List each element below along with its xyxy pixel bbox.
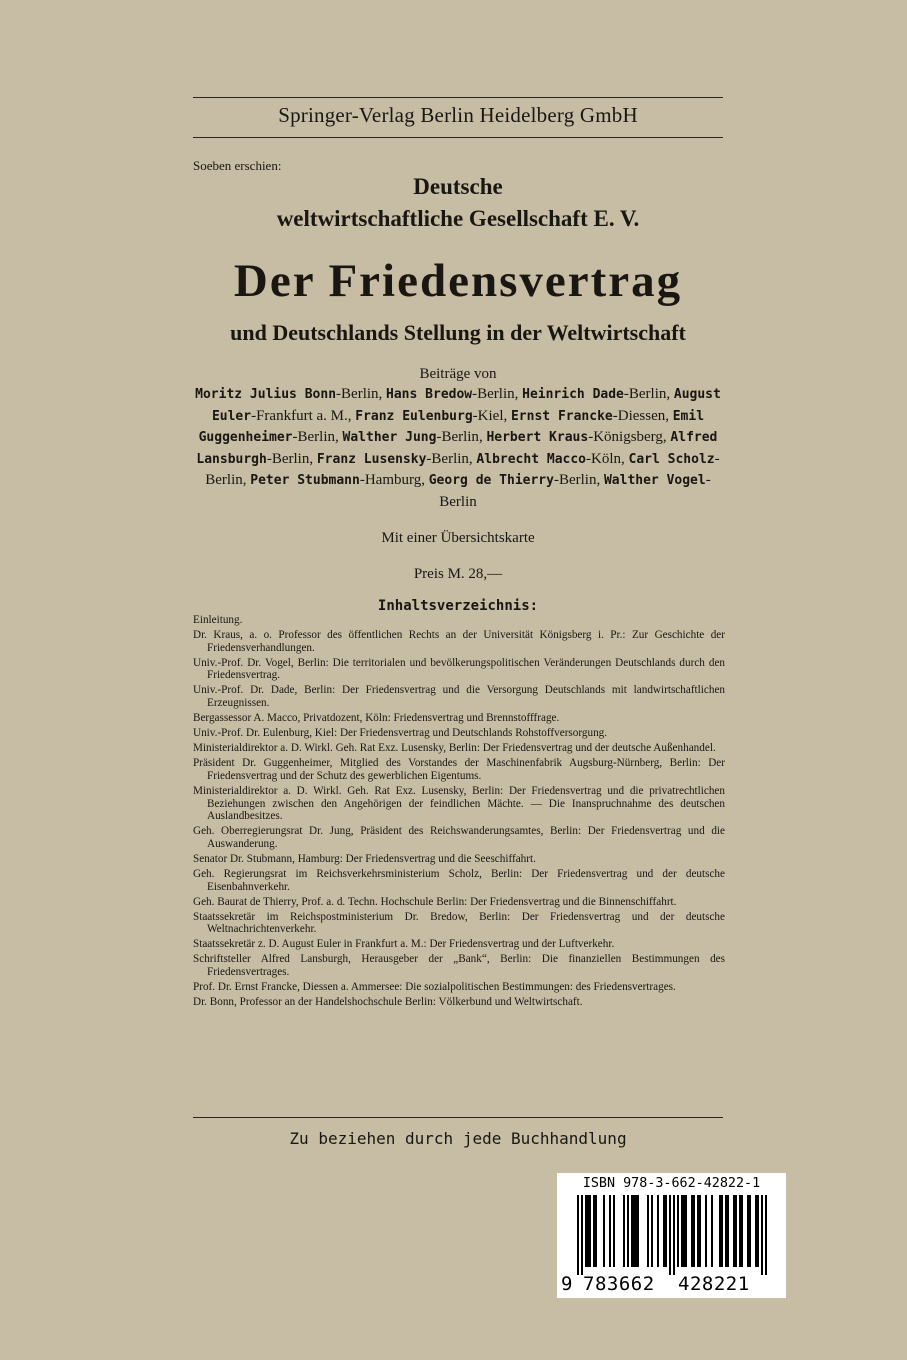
barcode-bar — [747, 1195, 749, 1267]
contributor-name: Alfred Lansburgh — [196, 430, 718, 467]
contributor: Emil Guggenheimer-Berlin — [198, 408, 705, 446]
map-note: Mit einer Übersichtskarte — [381, 530, 535, 546]
barcode-bar — [665, 1195, 667, 1267]
contributor-place: Berlin — [558, 472, 597, 489]
contributor-place: Berlin — [628, 386, 667, 402]
contributor-name: Georg de Thierry — [428, 473, 554, 489]
toc-entry: Senator Dr. Stubmann, Hamburg: Der Friedensvertrag und die Seeschiffahrt. — [193, 852, 536, 865]
barcode-bar — [735, 1195, 737, 1267]
barcode-bar — [761, 1195, 763, 1275]
contributor-name: Herbert Kraus — [486, 430, 589, 446]
barcode-bar — [609, 1195, 611, 1267]
contributor-name: Emil Guggenheimer — [198, 408, 705, 446]
barcode-bar — [613, 1195, 615, 1267]
contributor-place: Berlin — [341, 386, 379, 402]
contributor-name: Heinrich Dade — [522, 387, 624, 402]
barcode-bar — [595, 1195, 597, 1267]
announcement-label: Soeben erschien: — [193, 158, 282, 173]
toc-entry: Univ.-Prof. Dr. Eulenburg, Kiel: Der Friedensvertrag und Deutschlands Rohstoffversorgung. — [193, 727, 608, 740]
barcode-bar — [589, 1195, 591, 1267]
contributor-place: Berlin — [205, 472, 243, 489]
barcode-bar — [699, 1195, 701, 1267]
toc-entry: Bergassessor A. Macco, Privatdozent, Köln: Friedensvertrag und Brennstofffrage. — [193, 712, 560, 725]
publisher-rule — [193, 137, 723, 138]
barcode-bar — [765, 1195, 767, 1275]
contributor-place: Köln — [591, 450, 621, 467]
barcode-bar — [711, 1195, 713, 1267]
contributor: Franz Eulenburg-Kiel — [355, 407, 504, 424]
society-name-line1: Deutsche — [413, 174, 503, 199]
contributor-place: Frankfurt a. M. — [256, 407, 348, 424]
table-of-contents — [193, 614, 725, 1011]
barcode-bar — [585, 1195, 587, 1267]
barcode-bar — [755, 1195, 757, 1267]
barcode-bar — [725, 1195, 727, 1267]
barcode-bar — [663, 1195, 665, 1267]
toc-entry: Geh. Baurat de Thierry, Prof. a. d. Techn. Hochschule Berlin: Der Friedensvertrag und die Binnenschiffahrt. — [193, 895, 677, 908]
barcode-bar — [719, 1195, 721, 1267]
contributor: Franz Lusensky-Berlin — [316, 450, 469, 467]
contributors-list: Moritz Julius Bonn-Berlin, Hans Bredow-Berlin, Heinrich Dade-Berlin, August Euler-Frankfurt a. M., Franz Eulenburg-Kiel, Ernst Francke-Diessen, Emil Guggenheimer-Berlin, Walther Jung-Berlin, Herbert Kraus-Königsberg, Alfred Lansburgh-Berlin, Franz Lusensky-Berlin, Albrecht Macco-Köln, Carl Scholz-Berlin, Peter Stubmann-Hamburg, Georg de Thierry-Berlin, Walther Vogel-Berlin — [195, 386, 721, 510]
barcode-bar — [581, 1195, 583, 1275]
contributor-place: Berlin — [297, 429, 336, 446]
contributor-name: Franz Lusensky — [316, 451, 427, 467]
barcode-bar — [669, 1195, 671, 1275]
footer-note: Zu beziehen durch jede Buchhandlung — [289, 1129, 627, 1148]
toc-entry: Geh. Oberregierungsrat Dr. Jung, Präsident des Reichswanderungsamtes, Berlin: Der Friedensvertrag und die Auswanderung. — [193, 825, 725, 850]
contributor-name: Walther Vogel — [603, 473, 706, 489]
barcode-bar — [693, 1195, 695, 1267]
barcode-digit-first: 9 — [561, 1273, 573, 1295]
contributor-name: Hans Bredow — [386, 387, 473, 402]
barcode-bar — [685, 1195, 687, 1267]
society-name-line2: weltwirtschaftliche Gesellschaft E. V. — [276, 206, 640, 231]
contributor-place: Berlin — [477, 386, 515, 402]
contributor-name: Moritz Julius Bonn — [195, 387, 337, 402]
barcode-bar — [739, 1195, 741, 1267]
price: Preis M. 28,— — [413, 566, 503, 582]
book-subtitle: und Deutschlands Stellung in der Weltwirtschaft — [230, 320, 686, 345]
contributor: Carl Scholz-Berlin — [205, 450, 720, 489]
contributor: Georg de Thierry-Berlin — [428, 472, 597, 489]
barcode-bar — [705, 1195, 707, 1267]
contributor-name: Walther Jung — [342, 430, 437, 446]
barcode-bar — [623, 1195, 625, 1267]
toc-entry: Ministerialdirektor a. D. Wirkl. Geh. Rat Exz. Lusensky, Berlin: Der Friedensvertrag und der deutsche Außenhandel. — [193, 742, 716, 755]
toc-entry: Dr. Bonn, Professor an der Handelshochschule Berlin: Völkerbund und Weltwirtschaft. — [193, 996, 583, 1009]
barcode-bar — [749, 1195, 751, 1267]
barcode-bar — [673, 1195, 675, 1275]
contributor-name: Peter Stubmann — [250, 473, 360, 489]
contributor-place: Kiel — [477, 407, 504, 424]
contributor-place: Berlin — [431, 450, 469, 467]
contributor: Walther Jung-Berlin — [342, 429, 479, 446]
barcode-bar — [681, 1195, 683, 1267]
contributor-name: Albrecht Macco — [476, 451, 586, 467]
toc-entry: Dr. Kraus, a. o. Professor des öffentlichen Rechts an der Universität Königsberg i. Pr.: Zur Geschichte der Friedensverhandlungen. — [193, 629, 725, 654]
barcode-bar — [757, 1195, 759, 1267]
barcode-bar — [697, 1195, 699, 1267]
toc-entry: Geh. Regierungsrat im Reichsverkehrsministerium Scholz, Berlin: Der Friedensvertrag und der deutsche Eisenbahnverkehr. — [193, 867, 725, 893]
barcode-bar — [677, 1195, 679, 1267]
barcode-bar — [633, 1195, 635, 1267]
barcode-digits-right: 428221 — [678, 1273, 750, 1295]
barcode-bar — [627, 1195, 629, 1267]
contributor: Peter Stubmann-Hamburg — [250, 472, 422, 489]
barcode-bar — [587, 1195, 589, 1267]
contributor: Heinrich Dade-Berlin — [522, 386, 667, 402]
barcode-bar — [727, 1195, 729, 1267]
barcode-bar — [651, 1195, 653, 1267]
toc-entry: Ministerialdirektor a. D. Wirkl. Geh. Rat Exz. Lusensky, Berlin: Der Friedensvertrag und die privatrechtlichen Beziehungen zwischen den Angehörigen der feindlichen Mächte. — Die Inanspruchnahme des deutschen Auslandbesitzes. — [193, 784, 725, 823]
toc-entry: Schriftsteller Alfred Lansburgh, Herausgeber der „Bank“, Berlin: Die finanziellen Bestimmungen des Friedensvertrages. — [193, 953, 725, 979]
contributor-place: Berlin — [439, 493, 477, 510]
barcode-bar — [577, 1195, 579, 1275]
isbn-barcode — [557, 1173, 786, 1298]
contributor: Herbert Kraus-Königsberg — [486, 429, 663, 446]
isbn-label: ISBN 978-3-662-42822-1 — [582, 1176, 761, 1191]
publisher-name: Springer-Verlag Berlin Heidelberg GmbH — [278, 103, 638, 127]
contributor: Walther Vogel-Berlin — [439, 472, 711, 510]
contributor-name: Carl Scholz — [628, 451, 715, 467]
contributor: Ernst Francke-Diessen — [510, 407, 666, 424]
toc-entry: Staatssekretär z. D. August Euler in Frankfurt a. M.: Der Friedensvertrag und der Luftverkehr. — [193, 938, 615, 951]
contributions-label: Beiträge von — [419, 366, 497, 382]
toc-entry: Einleitung. — [193, 614, 243, 626]
barcode-digits-left: 783662 — [583, 1273, 655, 1295]
barcode-bar — [683, 1195, 685, 1267]
toc-entry: Präsident Dr. Guggenheimer, Mitglied des Vorstandes der Maschinenfabrik Augsburg-Nürnberg, Berlin: Der Friedensvertrag und der Schutz des gewerblichen Eigentums. — [193, 757, 725, 782]
contributor: Hans Bredow-Berlin — [386, 386, 515, 402]
barcode-bar — [603, 1195, 605, 1267]
book-title: Der Friedensvertrag — [233, 255, 683, 307]
toc-entry: Prof. Dr. Ernst Francke, Diessen a. Ammersee: Die sozialpolitischen Bestimmungen: des Friedensvertrages. — [193, 981, 676, 994]
toc-entry: Univ.-Prof. Dr. Vogel, Berlin: Die territorialen und bevölkerungspolitischen Veränderungen Deutschlands durch den Friedensvertrag. — [193, 656, 725, 682]
contributor: August Euler-Frankfurt a. M. — [211, 387, 721, 424]
toc-entry: Staatssekretär im Reichspostministerium Dr. Bredow, Berlin: Der Friedensvertrag und der deutsche Weltnachrichtenverkehr. — [193, 910, 725, 936]
barcode-bar — [635, 1195, 637, 1267]
contributor-place: Königsberg — [593, 429, 663, 446]
barcode-bar — [657, 1195, 659, 1267]
top-rule — [193, 97, 723, 98]
barcode-bar — [631, 1195, 633, 1267]
contributor-place: Berlin — [441, 429, 479, 446]
contributor-name: Franz Eulenburg — [355, 408, 473, 424]
bottom-rule — [193, 1117, 723, 1118]
contributor-place: Diessen — [617, 407, 666, 424]
barcode-bar — [637, 1195, 639, 1267]
contributor-name: August Euler — [211, 387, 721, 424]
toc-entry: Univ.-Prof. Dr. Dade, Berlin: Der Friedensvertrag und die Versorgung Deutschlands mit landwirtschaftlichen Erzeugnissen. — [193, 684, 725, 710]
contributor: Albrecht Macco-Köln — [476, 450, 621, 467]
barcode-bar — [741, 1195, 743, 1267]
barcode-bar — [721, 1195, 723, 1267]
barcode-bar — [593, 1195, 595, 1267]
barcode-bar — [733, 1195, 735, 1267]
barcode-bars — [557, 1195, 786, 1275]
contributor-name: Ernst Francke — [510, 408, 613, 424]
contributor-place: Berlin — [271, 450, 310, 467]
contributor: Moritz Julius Bonn-Berlin — [195, 386, 379, 402]
contributor: Alfred Lansburgh-Berlin — [196, 430, 718, 467]
toc-heading: Inhaltsverzeichnis: — [377, 598, 539, 614]
barcode-bar — [647, 1195, 649, 1267]
contributor-place: Hamburg — [364, 472, 422, 489]
barcode-bar — [691, 1195, 693, 1267]
